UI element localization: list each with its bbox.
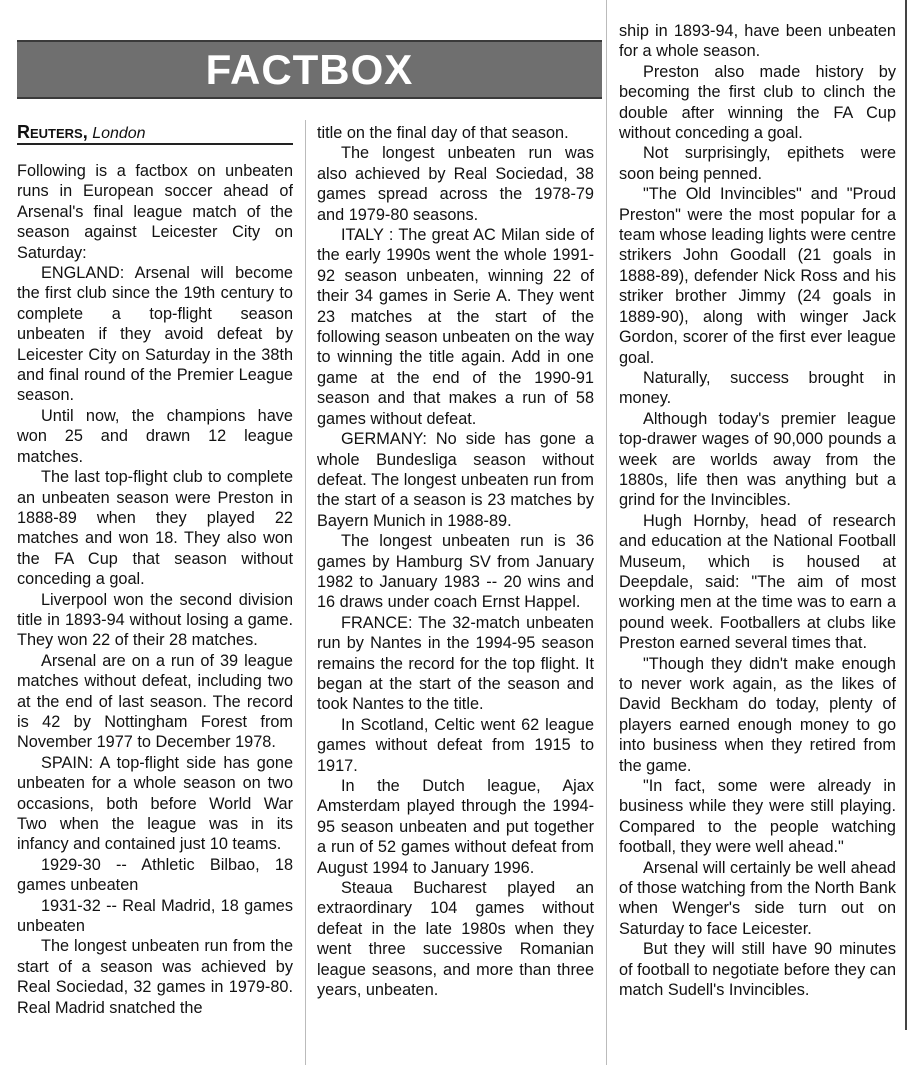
article-paragraph: The last top-flight club to complete an unbeaten season were Preston in 1888-89 when they played 22 matches and won 18. They also won the FA Cup that season without conceding a goal.	[17, 468, 293, 589]
article-paragraph: "Though they didn't make enough to never work again, as the likes of David Beckham do today, plenty of players earned enough money to go into business when they retired from the game.	[619, 654, 896, 775]
article-paragraph: Preston also made history by becoming the first club to clinch the double after winning the FA Cup without conceding a goal.	[619, 62, 896, 143]
article-column-2	[317, 0, 594, 1077]
article-paragraph: In Scotland, Celtic went 62 league games without defeat from 1915 to 1917.	[317, 715, 594, 775]
banner-title: FACTBOX	[205, 46, 414, 93]
article-paragraph: Not surprisingly, epithets were soon being penned.	[619, 144, 896, 183]
article-paragraph: 1931-32 -- Real Madrid, 18 games unbeaten	[17, 896, 293, 936]
article-paragraph: The longest unbeaten run was also achieved by Real Sociedad, 38 games spread across the 1978-79 and 1979-80 seasons.	[317, 144, 594, 224]
article-paragraph: ENGLAND: Arsenal will become the first club since the 19th century to complete a top-flight season unbeaten if they avoid defeat by Leicester City on Saturday in the 38th and final round of the Premier League season.	[17, 264, 293, 405]
article-paragraph: Hugh Hornby, head of research and education at the National Football Museum, which is housed at Deepdale, said: "The aim of most working men at the time was to earn a pound week. Footballers at clubs like Preston earned several times that.	[619, 511, 896, 653]
article-column-1	[17, 0, 293, 1077]
article-paragraph: Liverpool won the second division title in 1893-94 without losing a game. They won 22 of their 28 matches.	[17, 590, 293, 650]
article-paragraph: Naturally, success brought in money.	[619, 368, 896, 408]
byline-place: London	[92, 125, 146, 142]
article-paragraph: "In fact, some were already in business while they were still playing. Compared to the people watching football, they were well ahead."	[619, 777, 896, 857]
column-divider	[606, 0, 607, 1065]
article-paragraph: ITALY : The great AC Milan side of the early 1990s went the whole 1991-92 season unbeaten, winning 22 of their 34 games in Serie A. They went 23 matches at the start of the following season unbeaten on the way to winning the title again. Add in one game at the end of the 1990-91 season and that makes a run of 58 games without defeat.	[317, 226, 594, 428]
article-paragraph: "The Old Invincibles" and "Proud Preston" were the most popular for a team whose leading lights were centre strikers John Goodall (21 goals in 1888-89), defender Nick Ross and his striker brother Jimmy (24 goals in 1889-90), along with winger Jack Gordon, scorer of the first ever league goal.	[619, 185, 896, 367]
article-paragraph: title on the final day of that season.	[317, 124, 569, 142]
article-paragraph: Arsenal will certainly be well ahead of those watching from the North Bank when Wenger's side turn out on Saturday to face Leicester.	[619, 858, 896, 938]
article-paragraph: SPAIN: A top-flight side has gone unbeaten for a whole season on two occasions, both before World War Two when the league was in its infancy and contained just 10 teams.	[17, 753, 293, 854]
article-paragraph: ship in 1893-94, have been unbeaten for a whole season.	[619, 22, 896, 61]
article-paragraph: Although today's premier league top-drawer wages of 90,000 pounds a week are worlds away from the 1880s, life then was anything but a grind for the Invincibles.	[619, 409, 896, 510]
column-divider	[305, 120, 306, 1065]
article-paragraph: The longest unbeaten run is 36 games by Hamburg SV from January 1982 to January 1983 -- 20 wins and 16 draws under coach Ernst Happel.	[317, 532, 594, 612]
article-paragraph: GERMANY: No side has gone a whole Bundesliga season without defeat. The longest unbeaten run from the start of a season is 23 matches by Bayern Munich in 1988-89.	[317, 430, 594, 530]
page-edge	[905, 0, 907, 1030]
article-paragraph: Arsenal are on a run of 39 league matches without defeat, including two at the end of last season. The record is 42 by Nottingham Forest from November 1977 to December 1978.	[17, 651, 293, 752]
article-paragraph: Steaua Bucharest played an extraordinary 104 games without defeat in the late 1980s when they went three successive Romanian league seasons, and more than three years, unbeaten.	[317, 879, 594, 1000]
article-paragraph: FRANCE: The 32-match unbeaten run by Nantes in the 1994-95 season remains the record for the top flight. It began at the start of the season and took Nantes to the title.	[317, 613, 594, 714]
article-column-3	[619, 0, 896, 1077]
article-paragraph: 1929-30 -- Athletic Bilbao, 18 games unbeaten	[17, 855, 293, 895]
article-paragraph: In the Dutch league, Ajax Amsterdam played through the 1994-95 season unbeaten and put together a run of 52 games without defeat from August 1994 to January 1996.	[317, 777, 594, 877]
article-paragraph: Following is a factbox on unbeaten runs in European soccer ahead of Arsenal's final league match of the season against Leicester City on Saturday:	[17, 162, 293, 262]
article-paragraph: But they will still have 90 minutes of football to negotiate before they can match Sudell's Invincibles.	[619, 940, 896, 1000]
article-paragraph: Until now, the champions have won 25 and drawn 12 league matches.	[17, 406, 293, 466]
article-paragraph: The longest unbeaten run from the start of a season was achieved by Real Sociedad, 32 games in 1979-80. Real Madrid snatched the	[17, 937, 293, 1017]
byline-agency: Reuters,	[17, 122, 88, 142]
